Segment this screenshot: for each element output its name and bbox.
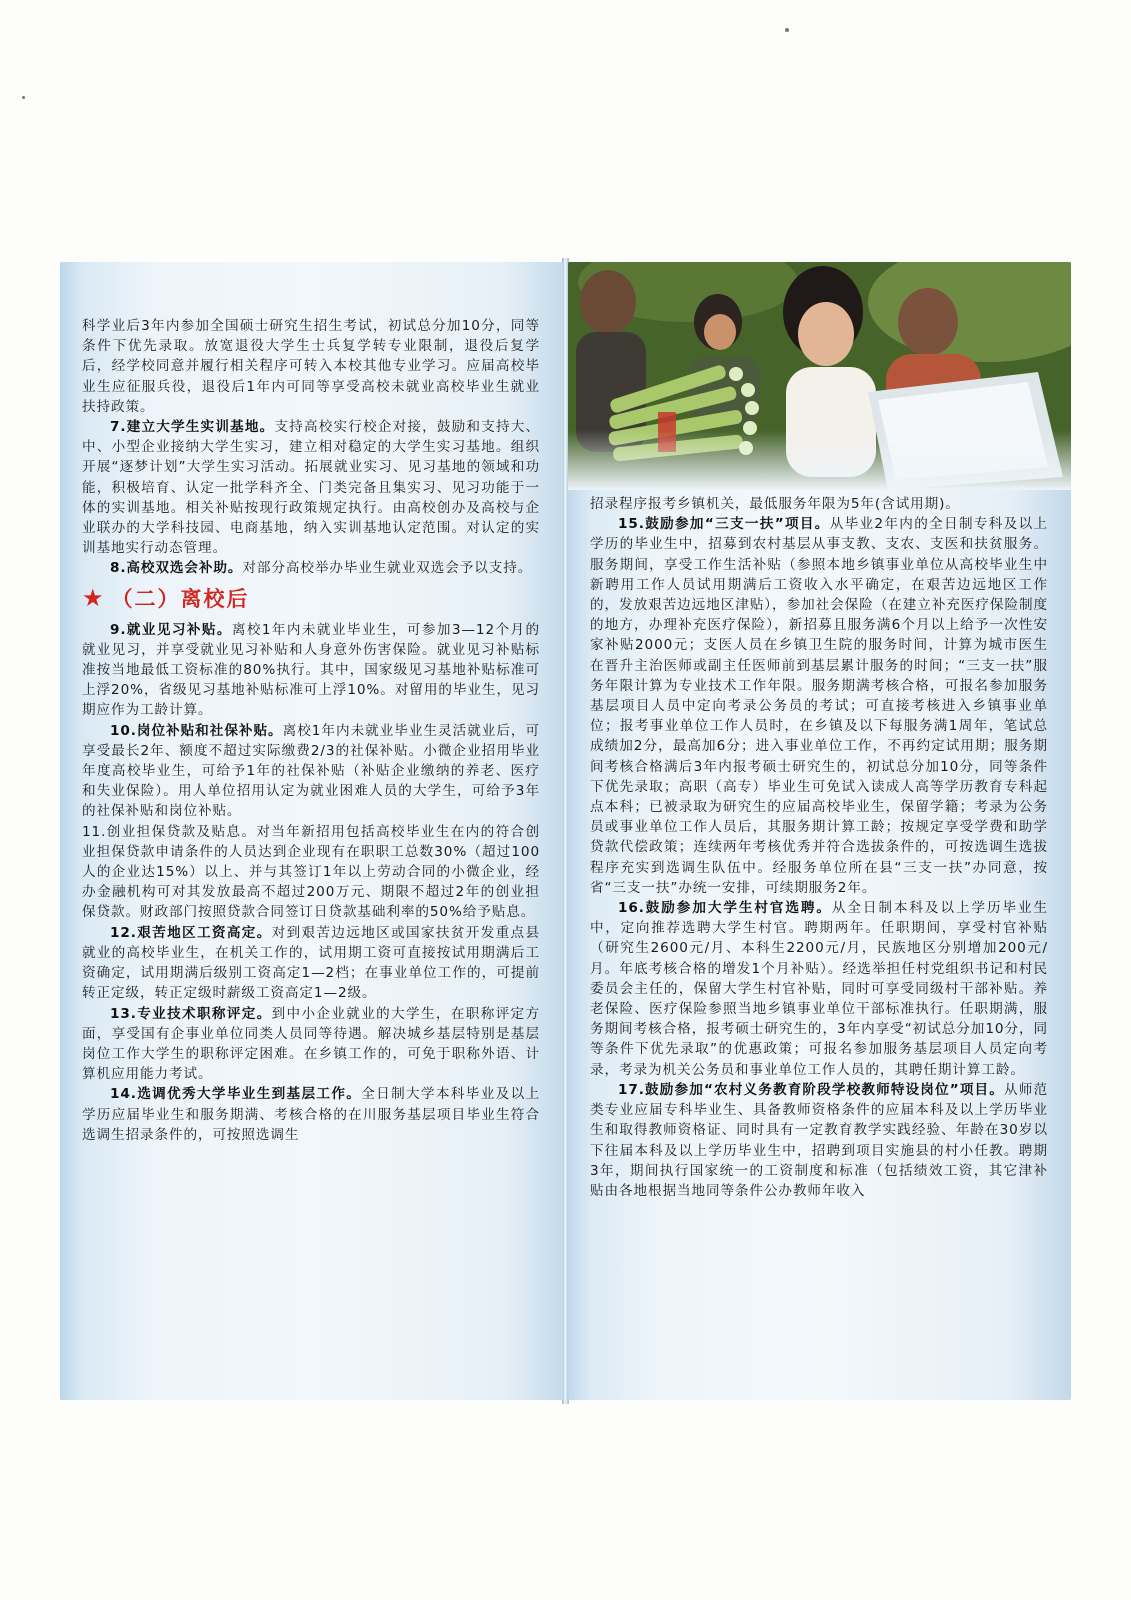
speck [785,28,789,32]
farm-photo [568,262,1071,490]
right-page [568,262,1071,1400]
body-15: 从毕业2年内的全日制专科及以上学历的毕业生中，招募到农村基层从事支教、支农、支医和扶贫服务。服务期间，享受工作生活补贴（参照本地乡镇事业单位从高校毕业生中新聘用工作人员试用期满后工资收入水平确定，在艰苦边远地区工作的，发放艰苦边远地区津贴），参加社会保险（在建立补充医疗保险制度的地方，办理补充医疗保险），新招募且服务满6个月以上给予一次性安家补贴2000元；支医人员在乡镇卫生院的服务时间，计算为城市医生在晋升主治医师或副主任医师前到基层累计服务的时间；“三支一扶”服务年限计算为专业技术工作年限。服务期满考核合格，可报名参加服务基层项目人员中定向考录公务员的考试；可直接考核进入乡镇事业单位；报考事业单位工作人员时，在乡镇及以下每服务满1周年，笔试总成绩加2分，最高加6分；进入事业单位工作，不再约定试用期；服务期间考核合格满后3年内报考硕士研究生的，初试总分加10分，同等条件下优先录取；高职（高专）毕业生可免试入读成人高等学历教育专科起点本科；已被录取为研究生的应届高校毕业生，保留学籍；考录为公务员或事业单位工作人员后，其服务期计算工龄；按规定享受学费和助学贷款代偿政策；连续两年考核优秀并符合选拔条件的，可按选调生选拔程序充实到选调生队伍中。经服务单位所在县“三支一扶”办同意，按省“三支一扶”办统一安排，可续期服务2年。 [590,516,1048,896]
paragraph-14 [82,1084,540,1145]
heading-15: 15.鼓励参加“三支一扶”项目。 [618,516,830,533]
body-12: 对到艰苦边远地区或国家扶贫开发重点县就业的高校毕业生，在机关工作的，试用期工资可直接按试用期满后工资确定，试用期满后级别工资高定1—2档；在事业单位工作的，可提前转正定级，转正定级时薪级工资高定1—2级。 [82,924,540,1002]
paragraph-8 [82,558,540,578]
body-11: 对当年新招用包括高校毕业生在内的符合创业担保贷款申请条件的人员达到企业现有在职职工总数30%（超过100人的企业达15%）以上、并与其签订1年以上劳动合同的小微企业，经办金融机构可对其发放最高不超过200万元、期限不超过2年的创业担保贷款。财政部门按照贷款合同签订日贷款基础利率的50%给予贴息。 [82,823,540,921]
star-icon: ★ [82,583,106,612]
speck [22,96,25,99]
body-10: 离校1年内未就业毕业生灵活就业后，可享受最长2年、额度不超过实际缴费2/3的社保补贴。小微企业招用毕业年度高校毕业生，可给予1年的社保补贴（补贴企业缴纳的养老、医疗和失业保险）。用人单位招用认定为就业困难人员的大学生，可给予3年的社保补贴和岗位补贴。 [82,722,540,820]
paragraph-11 [82,822,540,923]
body-14: 全日制大学本科毕业及以上学历应届毕业生和服务期满、考核合格的在川服务基层项目毕业生符合选调生招录条件的，可按照选调生 [82,1086,540,1143]
paragraph-continued: 招录程序报考乡镇机关，最低服务年限为5年(含试用期)。 [590,496,960,512]
heading-12: 12.艰苦地区工资高定。 [110,924,272,941]
heading-16: 16.鼓励参加大学生村官选聘。 [618,900,832,917]
body-7: 支持高校实行校企对接，鼓励和支持大、中、小型企业接纳大学生实习，建立相对稳定的大学生实习基地。组织开展“逐梦计划”大学生实习活动。拓展就业实习、见习基地的领域和功能，积极培育、认定一批学科齐全、门类完备且集实习、见习功能于一体的实训基地。相关补贴按现行政策规定执行。由高校创办及高校与企业联办的大学科技园、电商基地，纳入实训基地认定范围。对认定的实训基地实行动态管理。 [82,419,540,557]
heading-8: 8.高校双选会补助。 [110,560,243,577]
heading-7: 7.建立大学生实训基地。 [110,419,275,436]
body-13: 到中小企业就业的大学生，在职称评定方面，享受国有企事业单位同类人员同等待遇。解决城乡基层特别是基层岗位工作大学生的职称评定困难。在乡镇工作的，可免于职称外语、计算机应用能力考试。 [82,1005,540,1083]
paragraph-intro: 科学业后3年内参加全国硕士研究生招生考试，初试总分加10分，同等条件下优先录取。放宽退役大学生士兵复学转专业限制，退役后复学后，经学校同意并履行相关程序可转入本校其他专业学习。应届高校毕业生应征服兵役，退役后1年内可同等享受高校未就业高校毕业生就业扶持政策。 [82,318,540,415]
heading-14: 14.选调优秀大学毕业生到基层工作。 [110,1086,362,1103]
paragraph-16 [590,898,1048,1080]
section-title: （二）离校后 [111,586,250,611]
section-heading [82,583,540,614]
paragraph-13 [82,1004,540,1085]
body-9: 离校1年内未就业毕业生，可参加3—12个月的就业见习，并享受就业见习补贴和人身意外伤害保险。就业见习补贴标准按当地最低工资标准的80%执行。其中，国家级见习基地补贴标准可上浮20%，省级见习基地补贴标准可上浮10%。对留用的毕业生，见习期应作为工龄计算。 [82,621,540,719]
paragraph-15 [590,514,1048,898]
heading-11: 11.创业担保贷款及贴息。 [82,823,257,840]
paragraph-10 [82,721,540,822]
body-17: 从师范类专业应届专科毕业生、具备教师资格条件的应届本科及以上学历毕业生和取得教师资格证、同时具有一定教育教学实践经验、年龄在30岁以下往届本科及以上学历毕业生中，招聘到项目实施县的村小任教。聘期3年，期间执行国家统一的工资制度和标准（包括绩效工资，其它津补贴由各地根据当地同等条件公办教师年收入 [590,1081,1048,1199]
left-page [60,262,563,1400]
heading-13: 13.专业技术职称评定。 [110,1005,272,1022]
paragraph-9 [82,620,540,721]
paragraph-12 [82,923,540,1004]
heading-10: 10.岗位补贴和社保补贴。 [110,722,283,739]
heading-9: 9.就业见习补贴。 [110,621,232,638]
body-16: 从全日制本科及以上学历毕业生中，定向推荐选聘大学生村官。聘期两年。任职期间，享受村官补贴（研究生2600元/月、本科生2200元/月，民族地区分别增加200元/月。年底考核合格的增发1个月补贴）。经选举担任村党组织书记和村民委员会主任的，保留大学生村官补贴，同时可享受同级村干部补贴。养老保险、医疗保险参照当地乡镇事业单位干部标准执行。任职期满，服务期间考核合格，报考硕士研究生的，3年内享受“初试总分加10分，同等条件下优先录取”的优惠政策；可报名参加服务基层项目人员定向考录，考录为机关公务员和事业单位工作人员的，其聘任期计算工龄。 [590,900,1048,1078]
paragraph-7 [82,417,540,558]
paragraph-17 [590,1080,1048,1201]
body-8: 对部分高校举办毕业生就业双选会予以支持。 [242,560,533,577]
left-text-column [82,316,540,1145]
photo-fade [568,430,1071,490]
heading-17: 17.鼓励参加“农村义务教育阶段学校教师特设岗位”项目。 [618,1081,1005,1098]
right-text-column [590,494,1048,1201]
